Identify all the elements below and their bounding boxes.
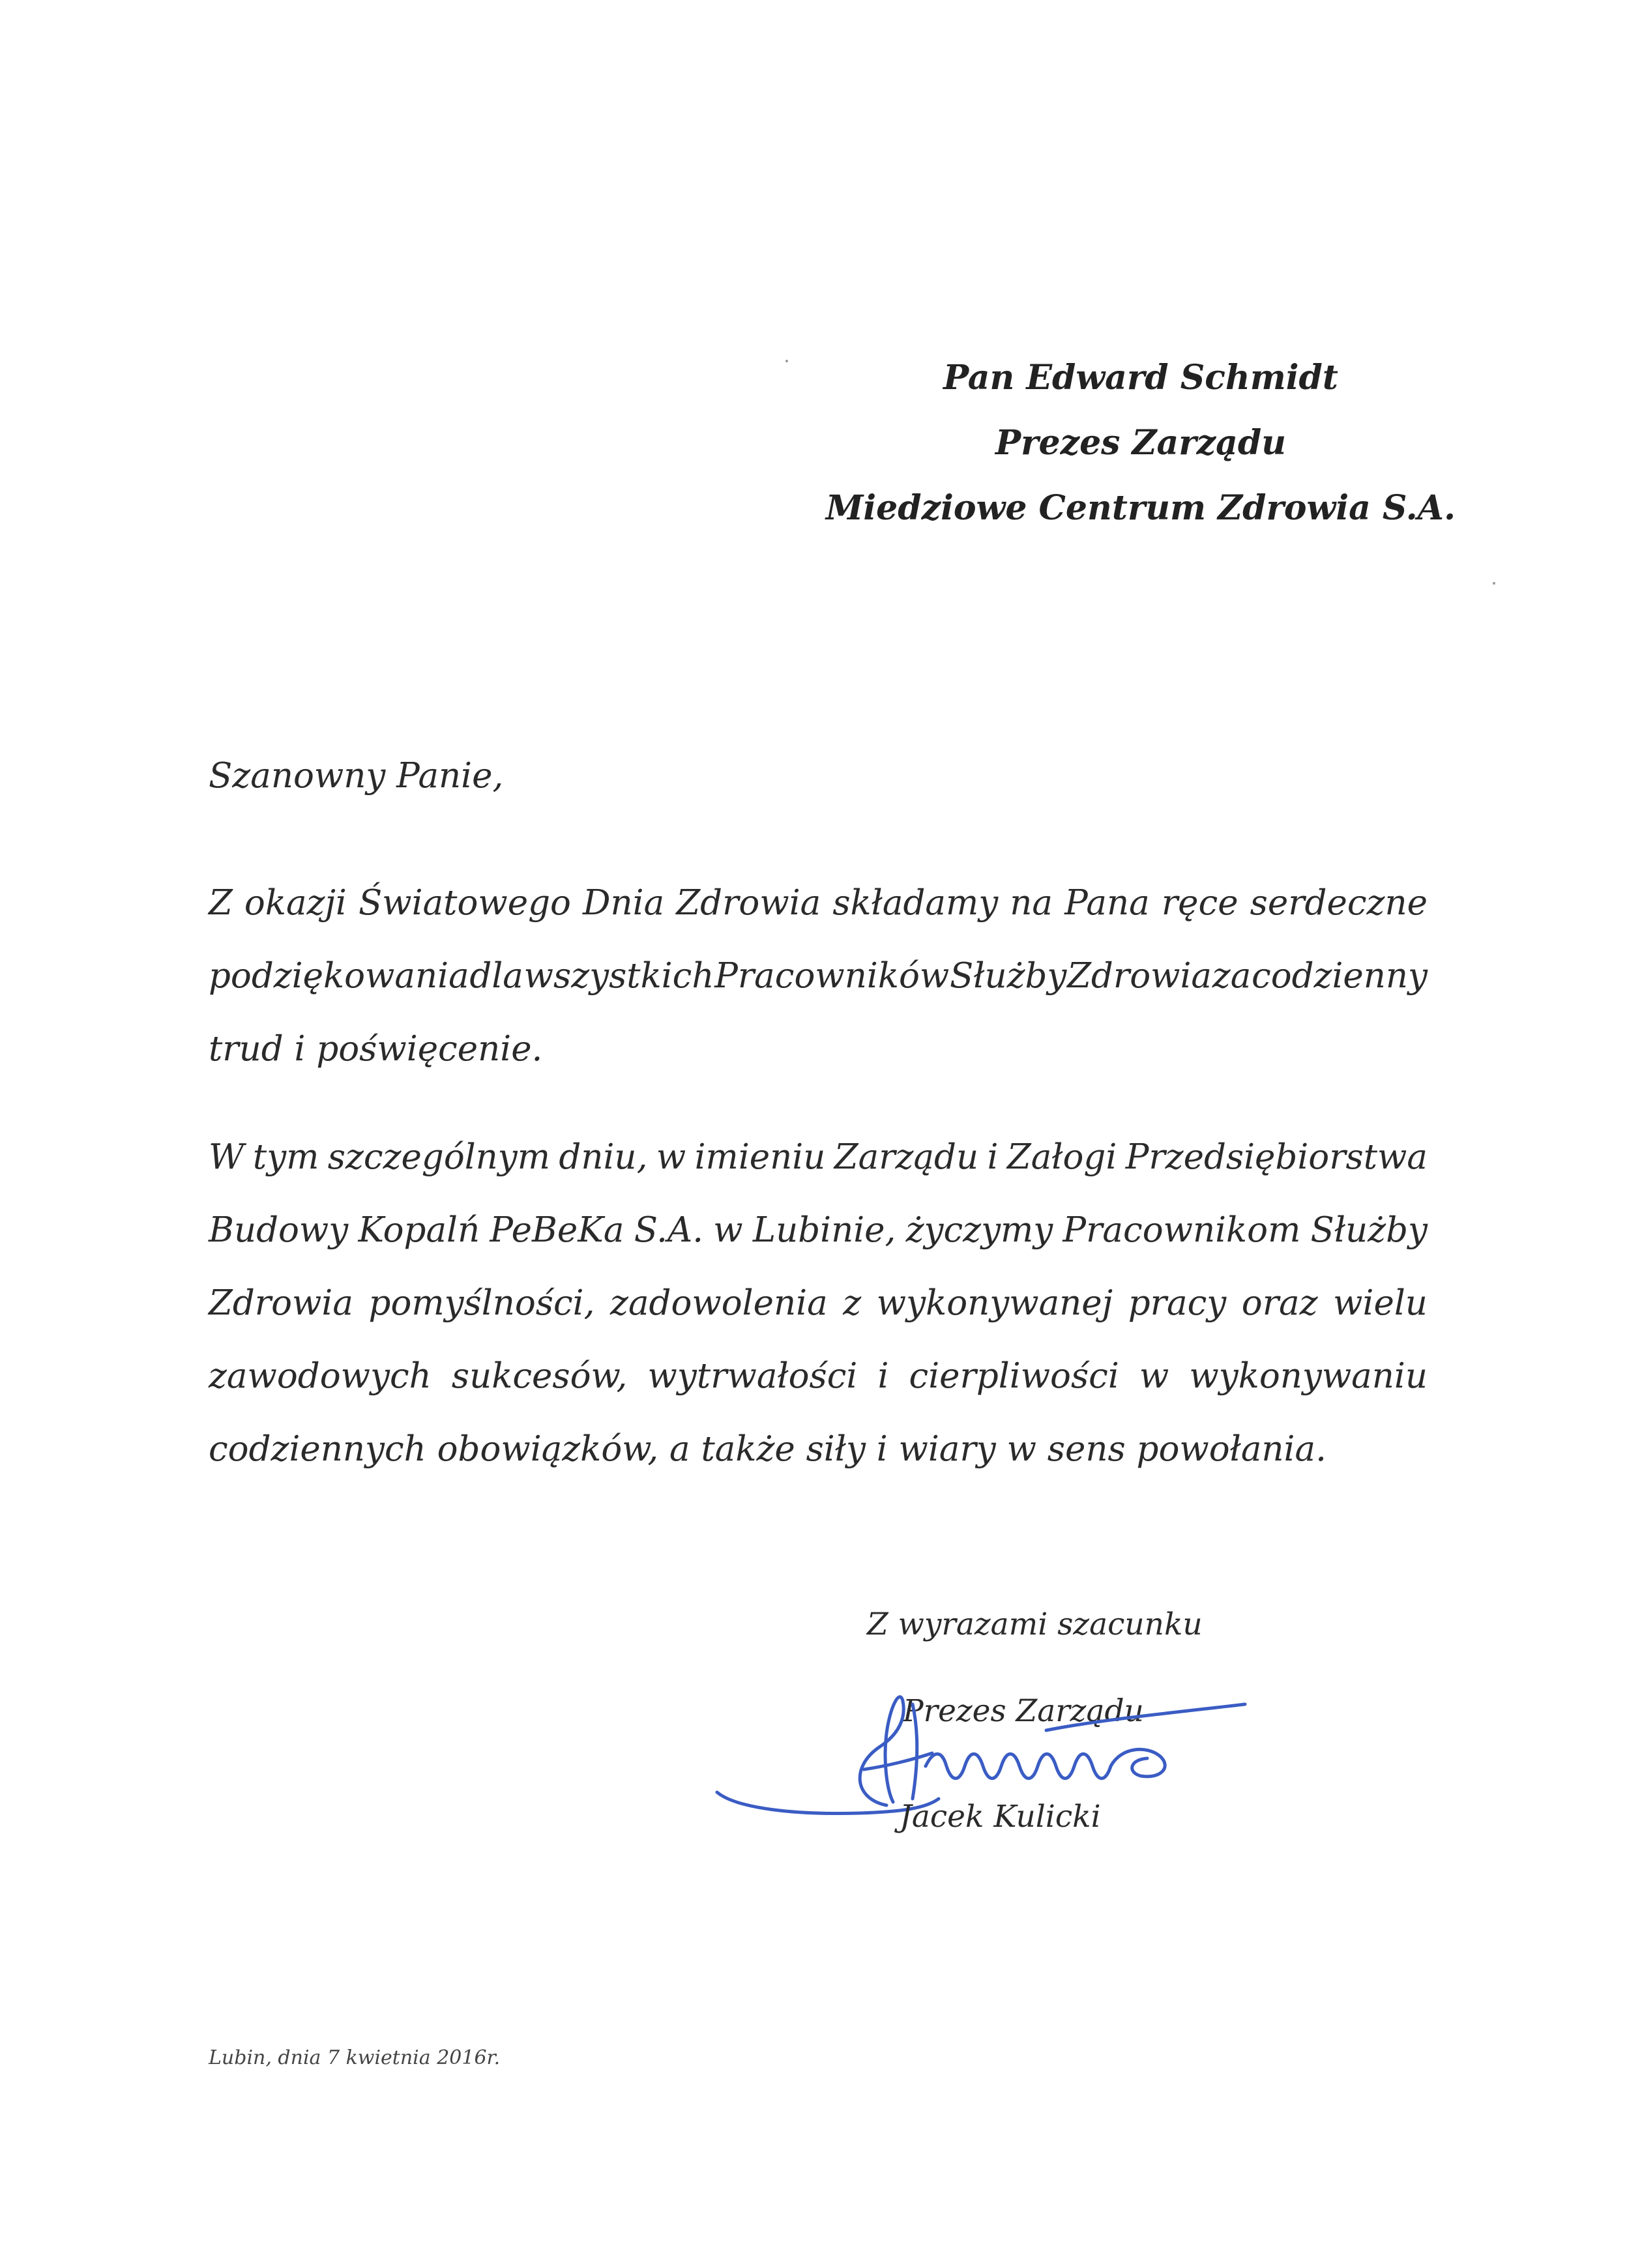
- word: ręce: [1161, 883, 1239, 923]
- paragraph-2: [209, 1121, 1428, 1486]
- word: i: [877, 1356, 889, 1396]
- word: Zdrowia: [1067, 956, 1212, 996]
- word: w: [656, 1137, 686, 1177]
- word: pracy: [1128, 1283, 1227, 1323]
- word: Pracownikom: [1063, 1210, 1301, 1250]
- word: na: [1010, 883, 1053, 923]
- signatory-name: Jacek Kulicki: [900, 1799, 1101, 1835]
- word: sukcesów,: [451, 1356, 628, 1396]
- word: PeBeKa: [490, 1210, 624, 1250]
- word: Pracowników: [714, 956, 950, 996]
- word: codzienny: [1252, 956, 1428, 996]
- salutation: Szanowny Panie,: [209, 756, 504, 796]
- word: życzymy: [905, 1210, 1053, 1250]
- word: zawodowych: [209, 1356, 432, 1396]
- word: Załogi: [1006, 1137, 1117, 1177]
- word: okazji: [244, 883, 347, 923]
- word: w: [713, 1210, 743, 1250]
- paper-speck: [1493, 582, 1495, 585]
- paragraph-line: [209, 1194, 1428, 1267]
- word: Światowego: [358, 883, 571, 923]
- word: pomyślności,: [368, 1283, 595, 1323]
- recipient-name: Pan Edward Schmidt: [943, 358, 1338, 398]
- word: cierpliwości: [909, 1356, 1119, 1396]
- word: W: [209, 1137, 244, 1177]
- word: wielu: [1333, 1283, 1428, 1323]
- word: Służby: [949, 956, 1067, 996]
- word: Kopalń: [358, 1210, 480, 1250]
- word: Zdrowia: [209, 1283, 353, 1323]
- paragraph-line: [209, 1340, 1428, 1413]
- paragraph-line: [209, 1267, 1428, 1340]
- recipient-company: Miedziowe Centrum Zdrowia S.A.: [825, 488, 1456, 528]
- paragraph-line: [209, 1121, 1428, 1194]
- paragraph-line: [209, 867, 1428, 940]
- word: wykonywaniu: [1189, 1356, 1428, 1396]
- handwritten-signature: [691, 1668, 1278, 1864]
- word: tym: [252, 1137, 319, 1177]
- word: oraz: [1241, 1283, 1318, 1323]
- word: składamy: [832, 883, 999, 923]
- word: imieniu: [694, 1137, 826, 1177]
- word: Pana: [1064, 883, 1150, 923]
- closing-phrase: Z wyrazami szacunku: [867, 1606, 1203, 1642]
- paper-speck: [785, 360, 788, 362]
- signatory-position: Prezes Zarządu: [903, 1693, 1144, 1729]
- word: dla: [469, 956, 523, 996]
- word: serdeczne: [1250, 883, 1428, 923]
- paragraph-line-text: codziennych obowiązków, a także siły i wiary w sens powołania.: [209, 1429, 1327, 1469]
- word: zadowolenia: [610, 1283, 828, 1323]
- word: wytrwałości: [647, 1356, 858, 1396]
- word: Zdrowia: [676, 883, 821, 923]
- word: S.A.: [634, 1210, 704, 1250]
- recipient-block: [815, 345, 1467, 541]
- word: Służby: [1310, 1210, 1428, 1250]
- word: Lubinie,: [752, 1210, 896, 1250]
- paragraph-line: [209, 940, 1428, 1013]
- word: z: [843, 1283, 862, 1323]
- word: Przedsiębiorstwa: [1125, 1137, 1428, 1177]
- word: podziękowania: [209, 956, 469, 996]
- word: i: [987, 1137, 999, 1177]
- word: w: [1139, 1356, 1169, 1396]
- word: dniu,: [559, 1137, 648, 1177]
- word: wykonywanej: [876, 1283, 1113, 1323]
- word: Z: [209, 883, 233, 923]
- word: wszystkich: [523, 956, 714, 996]
- paragraph-line: [209, 1413, 1428, 1486]
- place-and-date: Lubin, dnia 7 kwietnia 2016r.: [209, 2046, 501, 2069]
- paragraph-1: [209, 867, 1428, 1086]
- paragraph-line-text: trud i poświęcenie.: [209, 1029, 543, 1069]
- paragraph-line: [209, 1013, 1428, 1086]
- word: Zarządu: [834, 1137, 979, 1177]
- word: Dnia: [583, 883, 665, 923]
- recipient-position: Prezes Zarządu: [995, 423, 1286, 463]
- word: Budowy: [209, 1210, 349, 1250]
- word: za: [1212, 956, 1252, 996]
- word: szczególnym: [327, 1137, 551, 1177]
